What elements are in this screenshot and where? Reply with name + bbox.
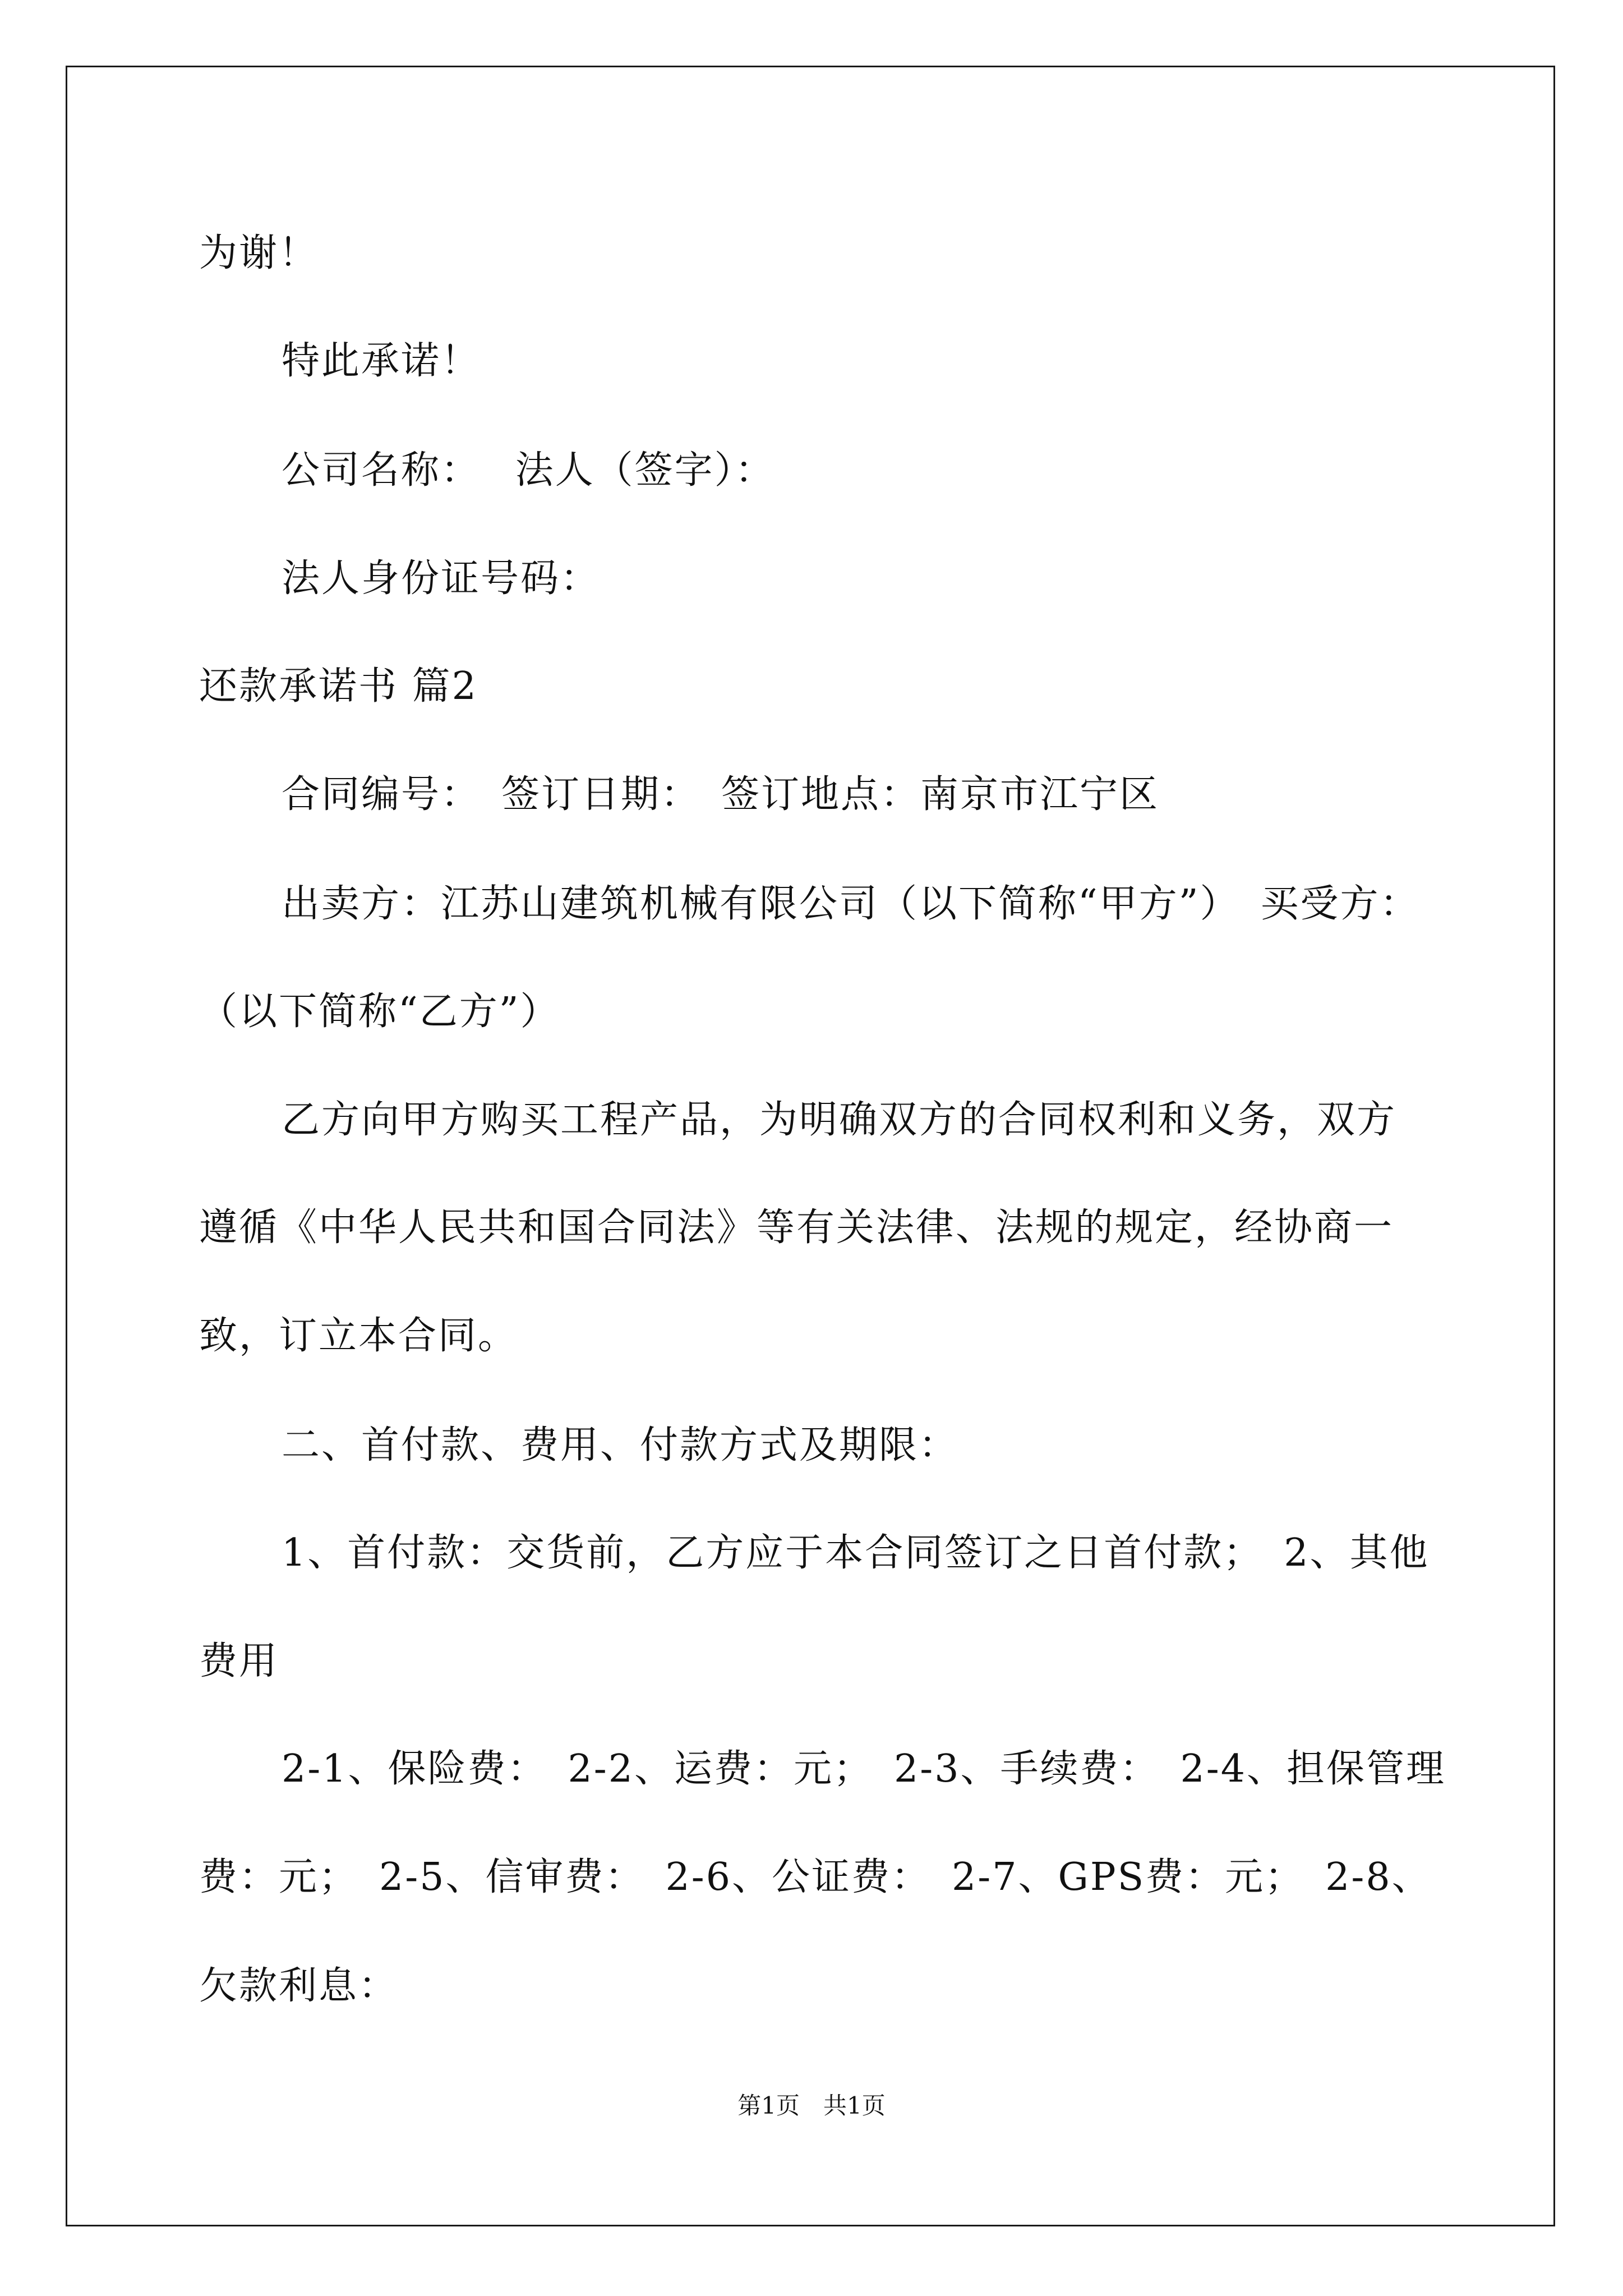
text-line-other-fees: 费用 <box>199 1639 279 1683</box>
text-line-closing-thanks: 为谢！ <box>199 231 319 275</box>
text-line-section-two: 二、首付款、费用、付款方式及期限： <box>282 1423 959 1467</box>
text-line-paragraph-1b: 遵循《中华人民共和国合同法》等有关法律、法规的规定，经协商一 <box>199 1205 1394 1250</box>
text-line-down-payment: 1、首付款：交货前，乙方应于本合同签订之日首付款； 2、其他 <box>282 1531 1430 1575</box>
text-line-paragraph-1c: 致，订立本合同。 <box>199 1314 518 1358</box>
text-line-id-number: 法人身份证号码： <box>282 556 601 601</box>
text-line-company-signature: 公司名称： 法人（签字）： <box>282 448 775 493</box>
text-line-hereby-promise: 特此承诺！ <box>282 339 481 383</box>
text-line-fee-list-a: 2-1、保险费： 2-2、运费：元； 2-3、手续费： 2-4、担保管理 <box>282 1747 1446 1791</box>
text-line-paragraph-1a: 乙方向甲方购买工程产品，为明确双方的合同权利和义务，双方 <box>282 1098 1397 1142</box>
text-line-contract-info: 合同编号： 签订日期： 签订地点：南京市江宁区 <box>282 772 1160 817</box>
text-line-fee-list-b: 费：元； 2-5、信审费： 2-6、公证费： 2-7、GPS费：元； 2-8、 <box>199 1855 1432 1899</box>
page-border <box>66 66 1555 2226</box>
text-line-buyer-alias: （以下简称“乙方”） <box>199 990 560 1034</box>
text-line-interest: 欠款利息： <box>199 1964 399 2008</box>
page-footer: 第1页 共1页 <box>737 2092 886 2119</box>
section-heading: 还款承诺书 篇2 <box>199 664 478 708</box>
text-line-seller-buyer: 出卖方：江苏山建筑机械有限公司（以下简称“甲方”） 买受方： <box>282 882 1420 926</box>
